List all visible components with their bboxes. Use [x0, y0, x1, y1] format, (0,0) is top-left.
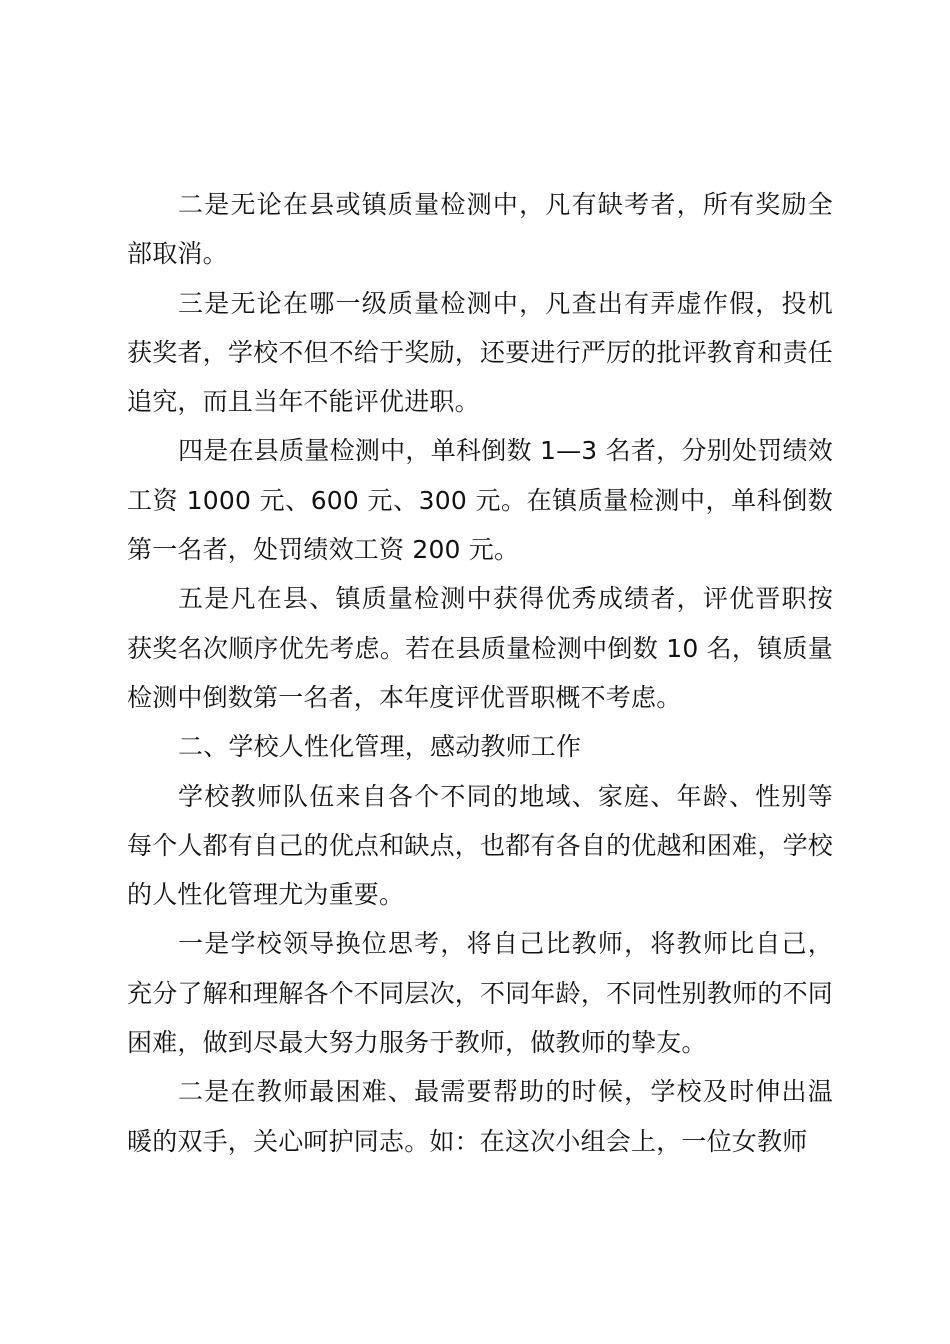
document-body — [127, 180, 833, 1166]
paragraph-exam-absence: 二是无论在县或镇质量检测中，凡有缺考者，所有奖励全部取消。 — [127, 190, 833, 269]
paragraph-bottom-rank-penalty: 四是在县质量检测中，单科倒数 1—3 名者，分别处罚绩效工资 1000 元、600 元、300 元。在镇质量检测中，单科倒数第一名者，处罚绩效工资 200 元。 — [127, 436, 833, 565]
paragraph-promotion-priority: 五是凡在县、镇质量检测中获得优秀成绩者，评优晋职按获奖名次顺序优先考虑。若在县质量检测中倒数 10 名，镇质量检测中倒数第一名者，本年度评优晋职概不考虑。 — [127, 584, 833, 712]
paragraph-support-in-difficulty: 二是在教师最困难、最需要帮助的时候，学校及时伸出温暖的双手，关心呵护同志。如：在这次小组会上，一位女教师 — [127, 1077, 833, 1156]
section-heading-humane-management: 二、学校人性化管理，感动教师工作 — [178, 732, 582, 762]
paragraph-teacher-diversity: 学校教师队伍来自各个不同的地域、家庭、年龄、性别等每个人都有自己的优点和缺点，也都有各自的优越和困难，学校的人性化管理尤为重要。 — [127, 781, 833, 910]
paragraph-fraud-penalty: 三是无论在哪一级质量检测中，凡查出有弄虚作假，投机获奖者，学校不但不给于奖励，还要进行严厉的批评教育和责任追究，而且当年不能评优进职。 — [127, 288, 833, 417]
paragraph-leadership-empathy: 一是学校领导换位思考，将自己比教师，将教师比自己，充分了解和理解各个不同层次，不同年龄，不同性别教师的不同困难，做到尽最大努力服务于教师，做教师的挚友。 — [127, 929, 833, 1058]
